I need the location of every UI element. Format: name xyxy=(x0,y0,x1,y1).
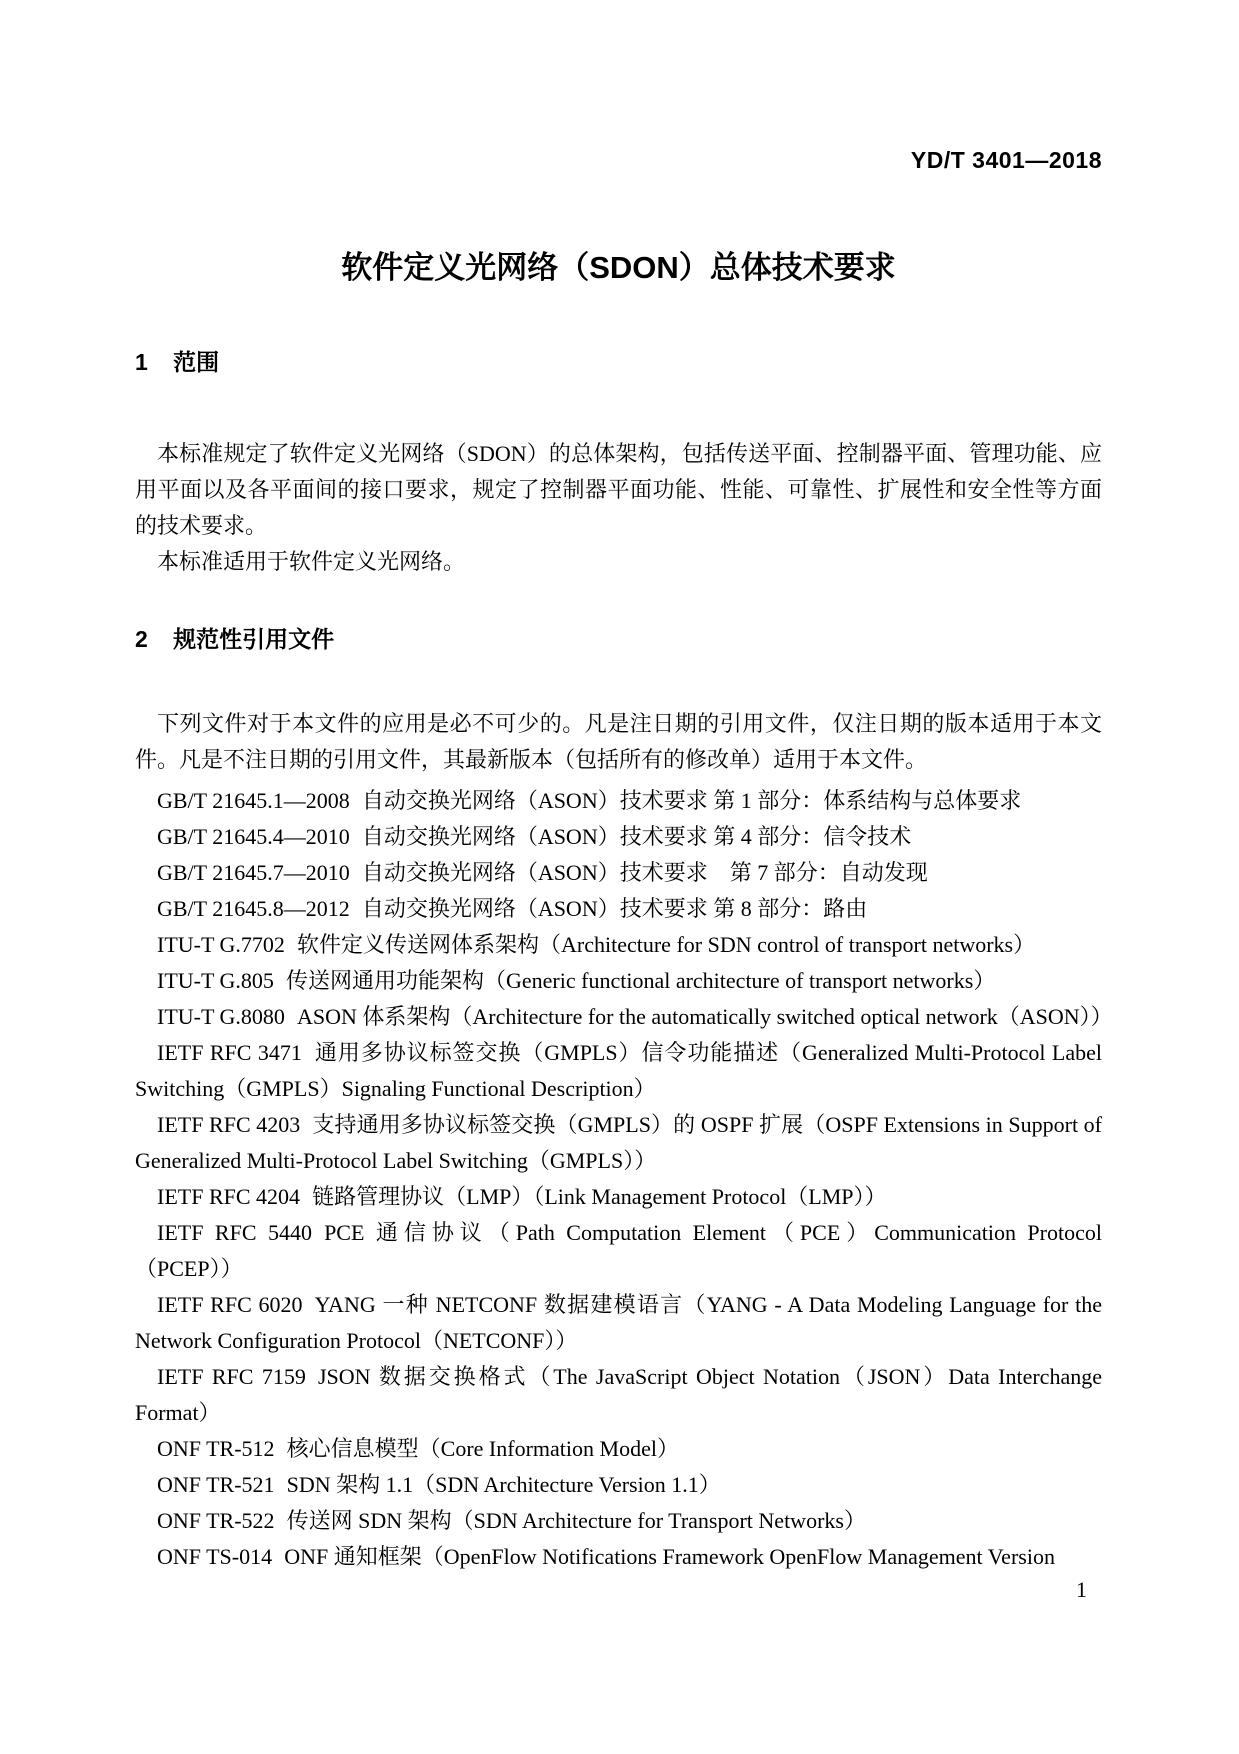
reference-label: ONF TR-522 xyxy=(157,1508,275,1533)
reference-desc: 自动交换光网络（ASON）技术要求 第 1 部分：体系结构与总体要求 xyxy=(361,788,1022,813)
reference-label: GB/T 21645.7—2010 xyxy=(157,860,350,885)
reference-item xyxy=(135,1179,1102,1215)
reference-desc: 自动交换光网络（ASON）技术要求 第 4 部分：信令技术 xyxy=(361,824,912,849)
reference-item xyxy=(135,1359,1102,1431)
reference-desc: SDN 架构 1.1（SDN Architecture Version 1.1） xyxy=(286,1472,721,1497)
reference-item xyxy=(135,891,1102,927)
section-2-number: 2 xyxy=(135,626,148,652)
page-content xyxy=(135,146,1113,1575)
reference-item xyxy=(135,1539,1102,1575)
reference-desc: 传送网 SDN 架构（SDN Architecture for Transport Networks） xyxy=(286,1508,866,1533)
reference-list xyxy=(135,783,1113,1575)
reference-item xyxy=(135,963,1102,999)
reference-label: ITU-T G.8080 xyxy=(157,1004,285,1029)
reference-item xyxy=(135,1503,1102,1539)
reference-label: ONF TR-521 xyxy=(157,1472,275,1497)
reference-label: IETF RFC 6020 xyxy=(157,1292,303,1317)
reference-item xyxy=(135,1287,1102,1359)
reference-desc: 自动交换光网络（ASON）技术要求 第 8 部分：路由 xyxy=(361,896,868,921)
reference-label: ONF TS-014 xyxy=(157,1544,273,1569)
reference-desc: 通用多协议标签交换（GMPLS）信令功能描述（Generalized Multi-Protocol Label Switching（GMPLS）Signaling Functional Description） xyxy=(135,1040,1102,1101)
reference-desc: 自动交换光网络（ASON）技术要求 第 7 部分：自动发现 xyxy=(361,860,928,885)
reference-item xyxy=(135,1215,1102,1287)
reference-label: GB/T 21645.1—2008 xyxy=(157,788,350,813)
section-1-number: 1 xyxy=(135,349,148,375)
reference-desc: YANG 一种 NETCONF 数据建模语言（YANG - A Data Modeling Language for the Network Configuration Protocol（NETCONF）） xyxy=(135,1292,1102,1353)
page-number: 1 xyxy=(1076,1577,1087,1602)
reference-desc: ONF 通知框架（OpenFlow Notifications Framework OpenFlow Management Version xyxy=(284,1544,1055,1569)
reference-desc: 支持通用多协议标签交换（GMPLS）的 OSPF 扩展（OSPF Extensions in Support of Generalized Multi-Protocol Label Switching（GMPLS）） xyxy=(135,1112,1102,1173)
reference-item xyxy=(135,819,1102,855)
section-2-heading xyxy=(135,625,1102,653)
reference-item xyxy=(135,1431,1102,1467)
reference-item xyxy=(135,855,1102,891)
reference-label: ITU-T G.805 xyxy=(157,968,274,993)
applicability-paragraph: 本标准适用于软件定义光网络。 xyxy=(157,549,466,574)
reference-desc: PCE 通信协议（Path Computation Element（PCE）Communication Protocol（PCEP）） xyxy=(135,1220,1102,1281)
reference-label: ITU-T G.7702 xyxy=(157,932,285,957)
reference-desc: JSON 数据交换格式（The JavaScript Object Notation（JSON）Data Interchange Format） xyxy=(135,1364,1102,1425)
document-title: 软件定义光网络（SDON）总体技术要求 xyxy=(341,250,896,285)
reference-label: IETF RFC 4204 xyxy=(157,1184,301,1209)
references-intro-paragraph: 下列文件对于本文件的应用是必不可少的。凡是注日期的引用文件，仅注日期的版本适用于本文件。凡是不注日期的引用文件，其最新版本（包括所有的修改单）适用于本文件。 xyxy=(135,711,1102,772)
section-1-heading xyxy=(135,348,1102,376)
reference-label: IETF RFC 4203 xyxy=(157,1112,301,1137)
reference-item xyxy=(135,1467,1102,1503)
section-1-title: 范围 xyxy=(173,349,220,375)
reference-label: ONF TR-512 xyxy=(157,1436,275,1461)
reference-label: GB/T 21645.8—2012 xyxy=(157,896,350,921)
reference-item xyxy=(135,927,1102,963)
reference-label: GB/T 21645.4—2010 xyxy=(157,824,350,849)
reference-desc: 链路管理协议（LMP）（Link Management Protocol（LMP）） xyxy=(312,1184,887,1209)
reference-label: IETF RFC 7159 xyxy=(157,1364,306,1389)
scope-paragraph: 本标准规定了软件定义光网络（SDON）的总体架构，包括传送平面、控制器平面、管理功能、应用平面以及各平面间的接口要求，规定了控制器平面功能、性能、可靠性、扩展性和安全性等方面的技术要求。 xyxy=(135,441,1102,538)
reference-item xyxy=(135,1035,1102,1107)
reference-desc: 核心信息模型（Core Information Model） xyxy=(286,1436,679,1461)
doc-number: YD/T 3401—2018 xyxy=(910,147,1102,173)
reference-item xyxy=(135,1107,1102,1179)
reference-desc: ASON 体系架构（Architecture for the automatically switched optical network（ASON）） xyxy=(297,1004,1113,1029)
reference-label: IETF RFC 3471 xyxy=(157,1040,302,1065)
reference-desc: 传送网通用功能架构（Generic functional architecture of transport networks） xyxy=(286,968,996,993)
reference-label: IETF RFC 5440 xyxy=(157,1220,312,1245)
section-2-title: 规范性引用文件 xyxy=(173,626,335,652)
reference-item xyxy=(135,783,1102,819)
reference-desc: 软件定义传送网体系架构（Architecture for SDN control of transport networks） xyxy=(297,932,1036,957)
reference-item xyxy=(135,999,1113,1035)
